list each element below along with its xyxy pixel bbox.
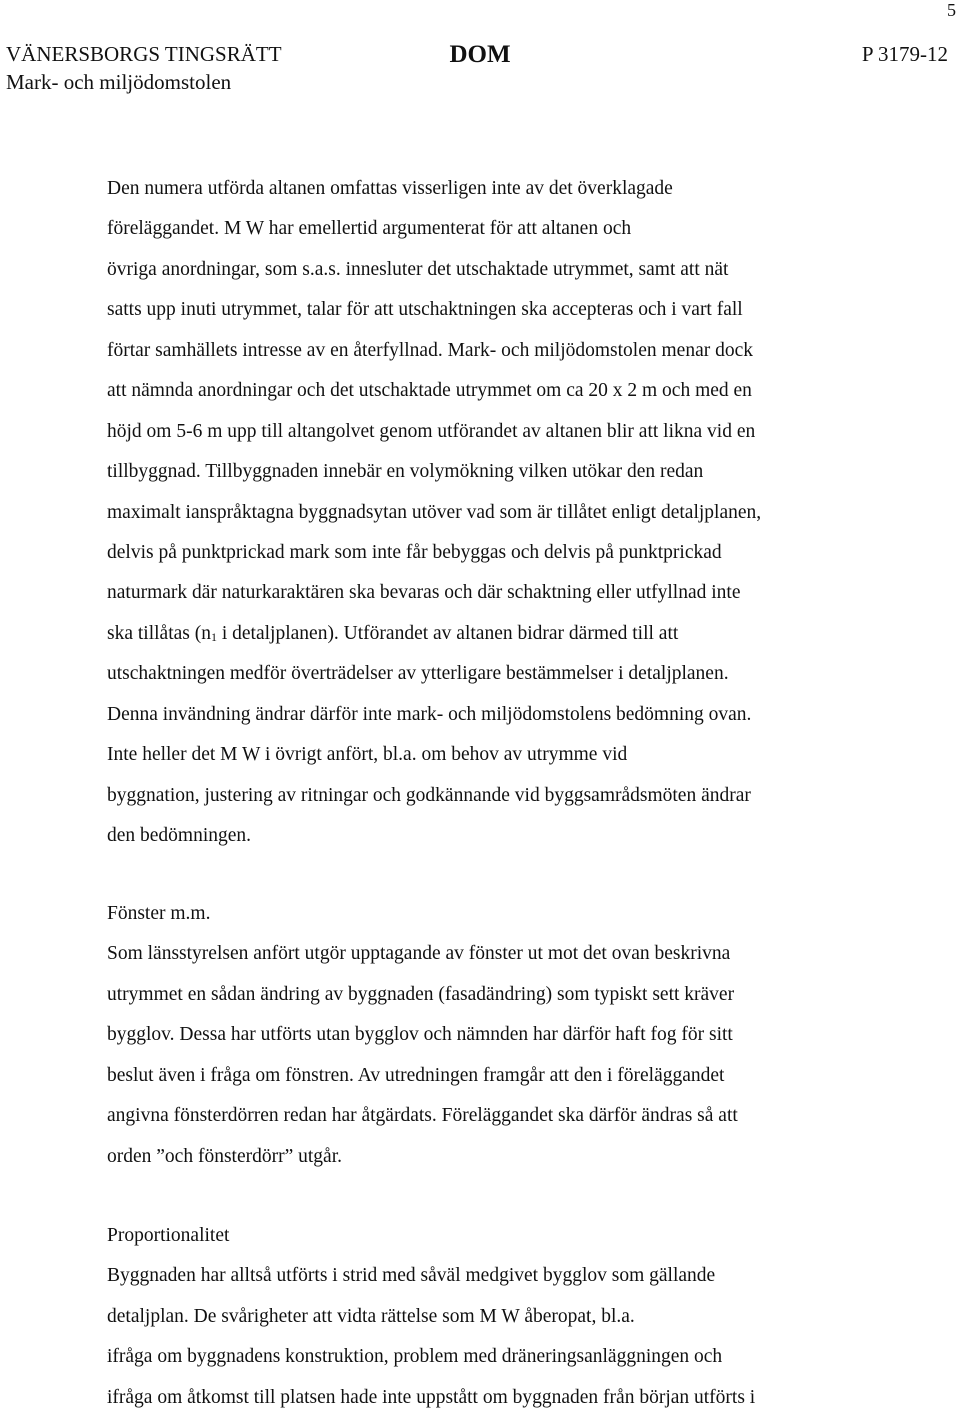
text-line: maximalt ianspråktagna byggnadsytan utöver vad som är tillåtet enligt detaljplanen, [107,501,762,523]
department-name: Mark- och miljödomstolen [6,70,232,94]
paragraph-altanen [107,169,907,856]
text-line: övriga anordningar, som s.a.s. innesluter det utschaktade utrymmet, samt att nät [107,258,729,280]
text-line: naturmark där naturkaraktären ska bevaras och där schaktning eller utfyllnad inte [107,582,741,604]
subscript: 1 [210,629,217,644]
section-heading: Fönster m.m. [107,903,211,924]
text-line: orden ”och fönsterdörr” utgår. [107,1145,342,1167]
text-line: föreläggandet. M W har emellertid argumenterat för att altanen och [107,218,632,240]
text-line: Byggnaden har alltså utförts i strid med såväl medgivet bygglov som gällande [107,1265,716,1287]
text-line: detaljplan. De svårigheter att vidta rättelse som M W åberopat, bl.a. [107,1305,635,1327]
text-line: delvis på punktprickad mark som inte får bebyggas och delvis på punktprickad [107,541,722,563]
text-line: tillbyggnad. Tillbyggnaden innebär en volymökning vilken utökar den redan [107,461,704,483]
page-number: 5 [947,0,956,20]
text-line: angivna fönsterdörren redan har åtgärdats. Föreläggandet ska därför ändras så att [107,1105,738,1127]
text-line: bygglov. Dessa har utförts utan bygglov och nämnden har därför haft fog för sitt [107,1024,733,1046]
section-windows [107,894,907,1177]
text-line [107,614,907,654]
text-line: utrymmet en sådan ändring av byggnaden (fasadändring) som typiskt sett kräver [107,983,735,1005]
section-proportionality [107,1216,907,1418]
text-line: Denna invändning ändrar därför inte mark- och miljödomstolens bedömning ovan. [107,703,752,725]
text-line: Som länsstyrelsen anfört utgör upptagande av fönster ut mot det ovan beskrivna [107,943,731,965]
text-line: höjd om 5-6 m upp till altangolvet genom utförandet av altanen blir att likna vid en [107,420,756,442]
text-line: satts upp inuti utrymmet, talar för att utschaktningen ska accepteras och i vart fall [107,299,743,321]
text-fragment: ska tillåtas (n [107,622,211,644]
text-line: ifråga om byggnadens konstruktion, problem med dräneringsanläggningen och [107,1346,723,1368]
text-fragment: i detaljplanen). Utförandet av altanen bidrar därmed till att [216,622,679,644]
court-name: VÄNERSBORGS TINGSRÄTT [6,42,282,66]
case-number: P 3179-12 [861,42,948,66]
text-line: Den numera utförda altanen omfattas visserligen inte av det överklagade [107,178,673,199]
text-line: ifråga om åtkomst till platsen hade inte uppstått om byggnaden från början utförts i [107,1386,756,1408]
text-line: den bedömningen. [107,825,252,846]
text-line: att nämnda anordningar och det utschaktade utrymmet om ca 20 x 2 m och med en [107,380,752,402]
document-type: DOM [449,41,511,68]
text-line: byggnation, justering av ritningar och godkännande vid byggsamrådsmöten ändrar [107,784,751,806]
text-line: utschaktningen medför överträdelser av ytterligare bestämmelser i detaljplanen. [107,663,729,685]
text-line: förtar samhällets intresse av en återfyllnad. Mark- och miljödomstolen menar dock [107,339,754,361]
text-line: beslut även i fråga om fönstren. Av utredningen framgår att den i föreläggandet [107,1064,725,1086]
section-heading: Proportionalitet [107,1225,230,1246]
text-line: Inte heller det M W i övrigt anfört, bl.a. om behov av utrymme vid [107,744,628,766]
